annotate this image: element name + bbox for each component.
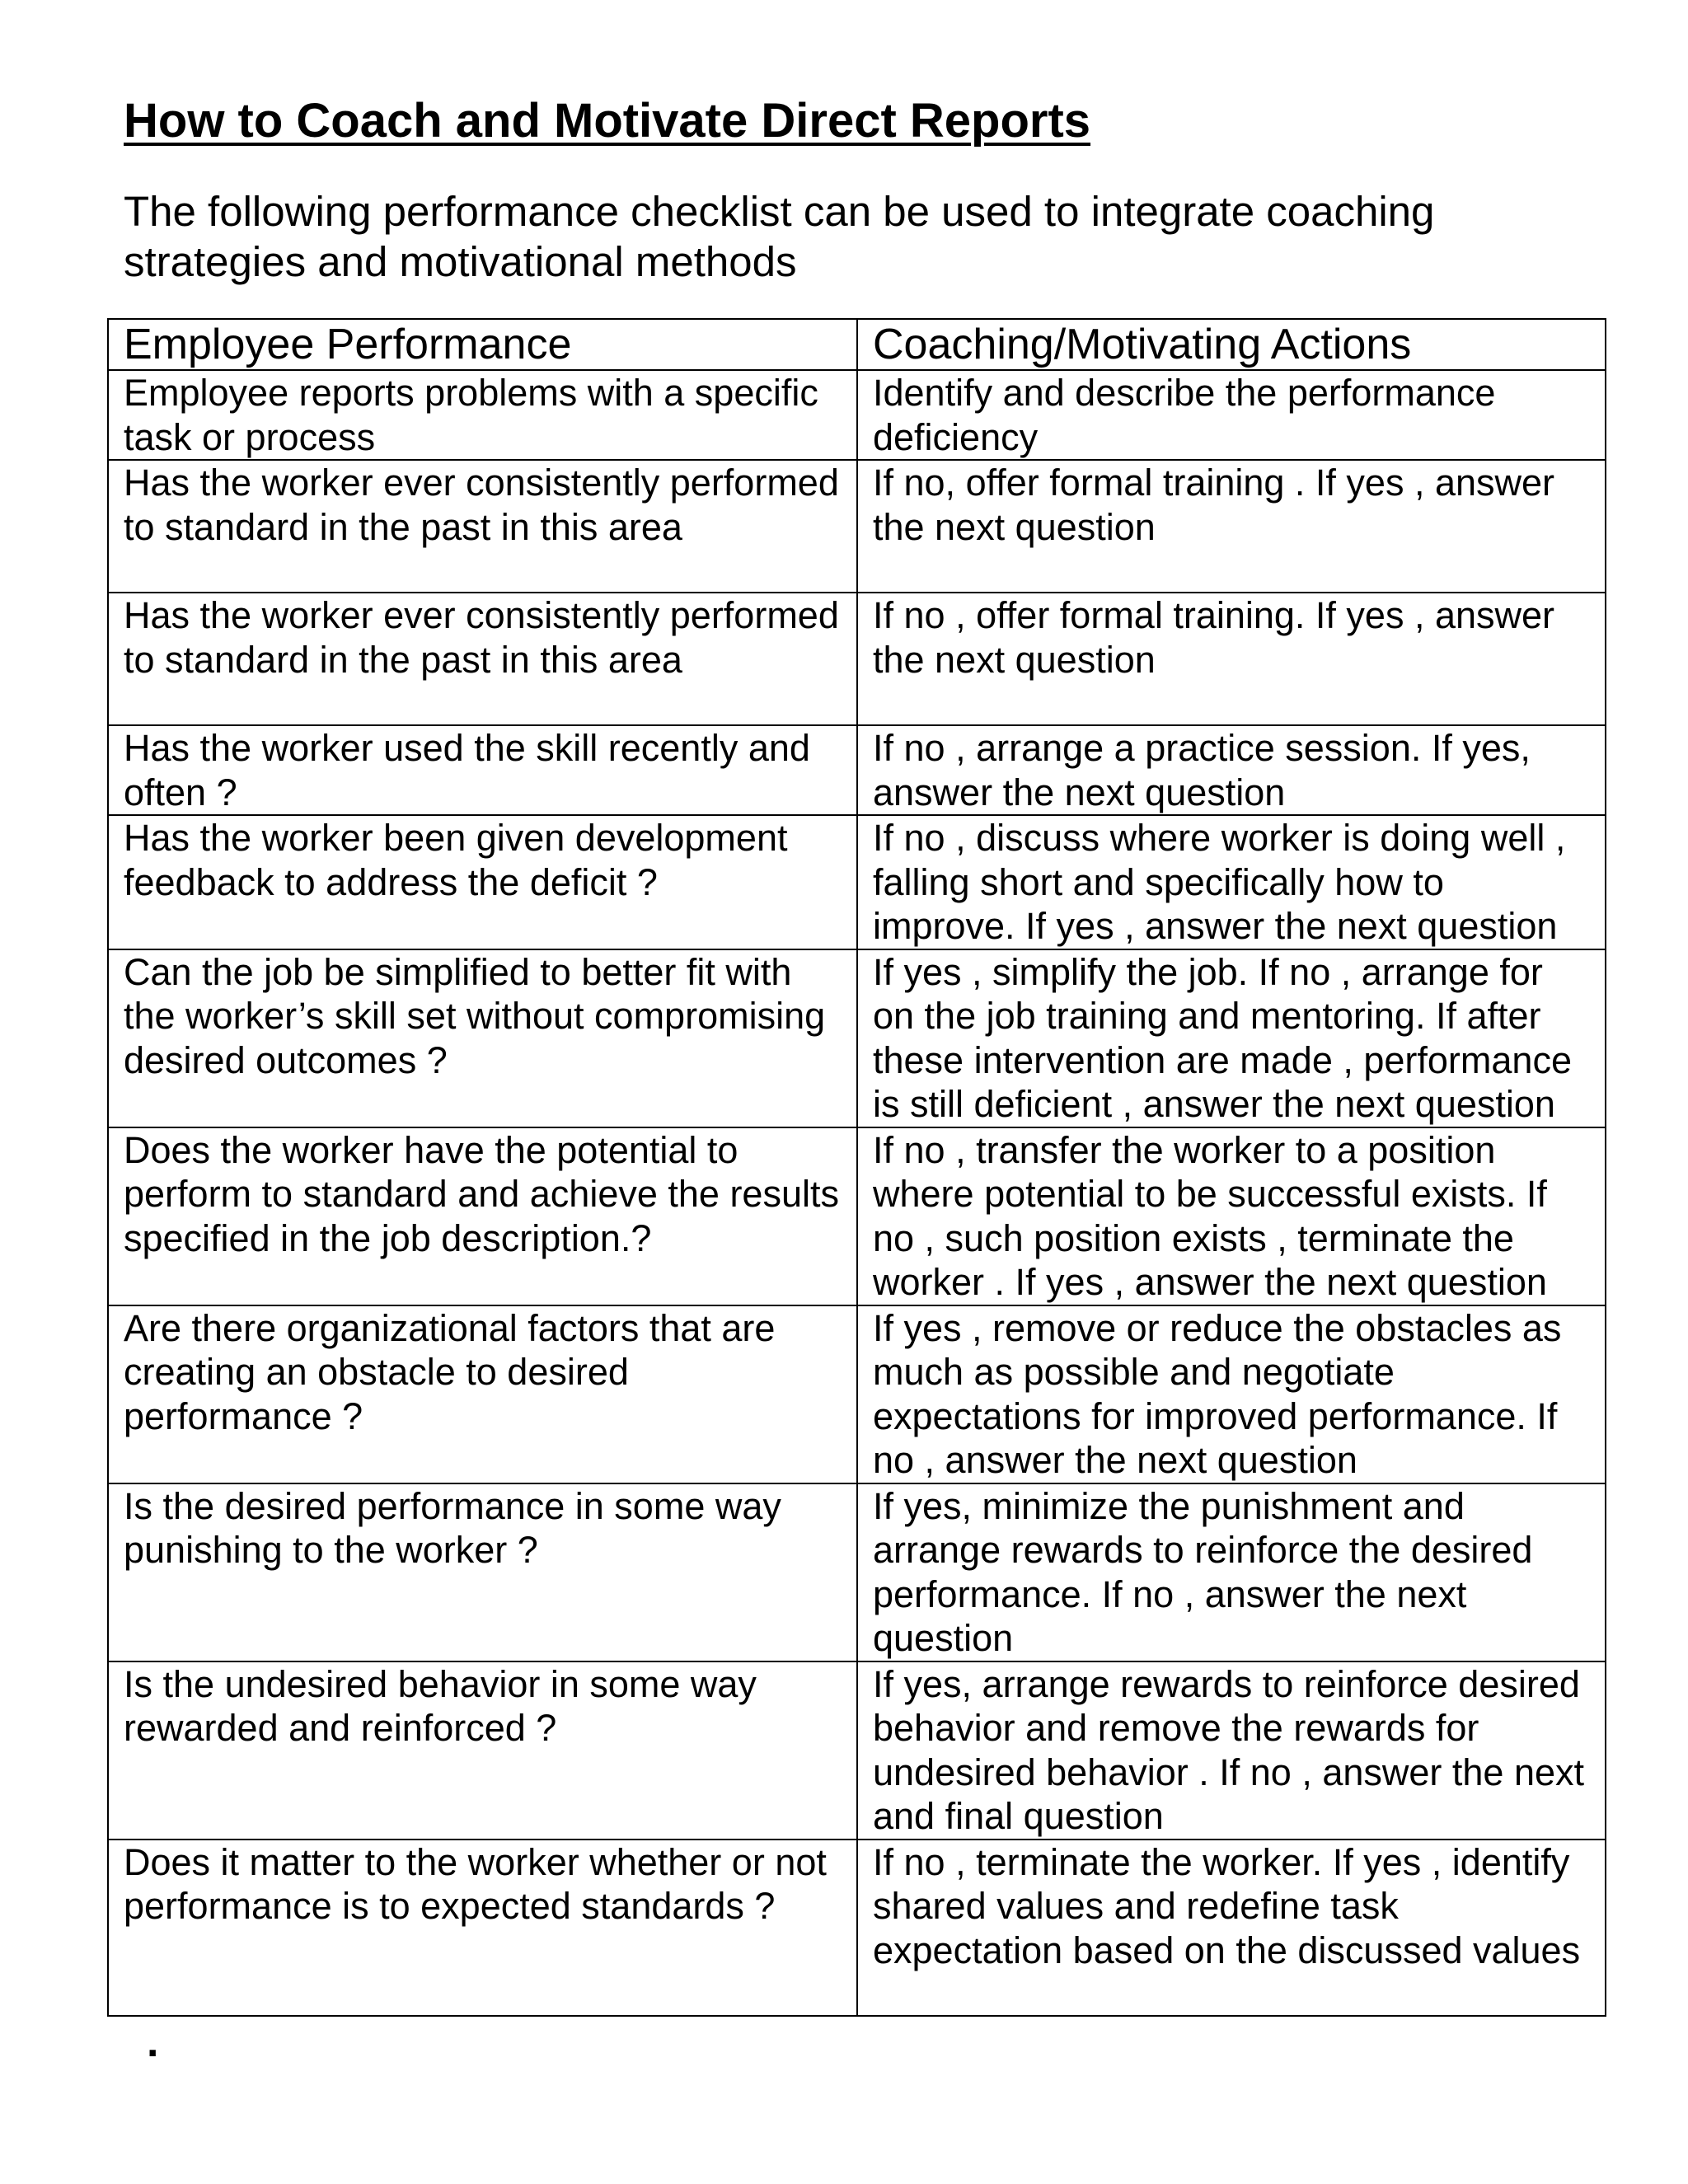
table-row bbox=[108, 593, 1606, 725]
performance-cell: Does the worker have the potential to perform to standard and achieve the results specified in the job description.? bbox=[108, 1127, 857, 1305]
intro-paragraph: The following performance checklist can be used to integrate coaching strategies and motivational methods bbox=[124, 188, 1435, 285]
action-cell: Identify and describe the performance deficiency bbox=[857, 370, 1606, 460]
table-row bbox=[108, 1661, 1606, 1840]
table-row bbox=[108, 370, 1606, 460]
performance-cell: Has the worker used the skill recently and often ? bbox=[108, 725, 857, 815]
action-cell: If no , terminate the worker. If yes , identify shared values and redefine task expectation based on the discussed values bbox=[857, 1840, 1606, 2016]
table-row bbox=[108, 949, 1606, 1127]
action-cell: If no , discuss where worker is doing well , falling short and specifically how to improve. If yes , answer the next question bbox=[857, 815, 1606, 949]
table-row bbox=[108, 1127, 1606, 1305]
performance-cell: Is the desired performance in some way punishing to the worker ? bbox=[108, 1483, 857, 1661]
performance-cell: Can the job be simplified to better fit with the worker’s skill set without compromising desired outcomes ? bbox=[108, 949, 857, 1127]
performance-cell: Has the worker ever consistently performed to standard in the past in this area bbox=[108, 460, 857, 593]
performance-cell: Employee reports problems with a specific task or process bbox=[108, 370, 857, 460]
table-row bbox=[108, 815, 1606, 949]
table-row bbox=[108, 1305, 1606, 1483]
action-cell: If no, offer formal training . If yes , answer the next question bbox=[857, 460, 1606, 593]
action-cell: If yes , remove or reduce the obstacles as much as possible and negotiate expectations for improved performance. If no , answer the next question bbox=[857, 1305, 1606, 1483]
performance-cell: Has the worker ever consistently performed to standard in the past in this area bbox=[108, 593, 857, 725]
action-cell: If no , arrange a practice session. If yes, answer the next question bbox=[857, 725, 1606, 815]
performance-cell: Are there organizational factors that are creating an obstacle to desired performance ? bbox=[108, 1305, 857, 1483]
performance-cell: Does it matter to the worker whether or not performance is to expected standards ? bbox=[108, 1840, 857, 2016]
page-title: How to Coach and Motivate Direct Reports bbox=[124, 94, 1091, 148]
table-row bbox=[108, 1483, 1606, 1661]
action-cell: If no , offer formal training. If yes , answer the next question bbox=[857, 593, 1606, 725]
performance-checklist-table bbox=[107, 318, 1606, 2017]
table-header-row bbox=[108, 319, 1606, 370]
performance-cell: Has the worker been given development feedback to address the deficit ? bbox=[108, 815, 857, 949]
header-coaching-actions: Coaching/Motivating Actions bbox=[857, 319, 1606, 370]
action-cell: If no , transfer the worker to a position where potential to be successful exists. If no , such position exists , terminate the worker . If yes , answer the next question bbox=[857, 1127, 1606, 1305]
action-cell: If yes , simplify the job. If no , arrange for on the job training and mentoring. If after these intervention are made , performance is still deficient , answer the next question bbox=[857, 949, 1606, 1127]
table-row bbox=[108, 460, 1606, 593]
action-cell: If yes, minimize the punishment and arrange rewards to reinforce the desired performance. If no , answer the next question bbox=[857, 1483, 1606, 1661]
footer-dot: . bbox=[147, 2018, 159, 2066]
action-cell: If yes, arrange rewards to reinforce desired behavior and remove the rewards for undesired behavior . If no , answer the next and final question bbox=[857, 1661, 1606, 1840]
performance-cell: Is the undesired behavior in some way rewarded and reinforced ? bbox=[108, 1661, 857, 1840]
table-row bbox=[108, 1840, 1606, 2016]
header-employee-performance: Employee Performance bbox=[108, 319, 857, 370]
table-row bbox=[108, 725, 1606, 815]
